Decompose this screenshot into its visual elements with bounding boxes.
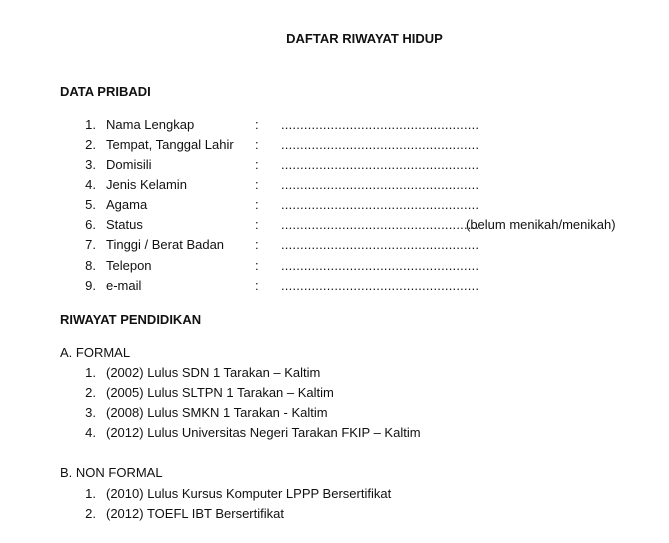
list-item-number: 4. [85,425,96,440]
field-colon: : [255,258,259,273]
field-colon: : [255,177,259,192]
field-label: Domisili [106,157,152,172]
field-colon: : [255,197,259,212]
list-item-number: 1. [85,486,96,501]
field-label: Agama [106,197,148,212]
field-number: 7. [85,237,96,252]
field-number: 1. [85,117,96,132]
section-heading-data-pribadi: DATA PRIBADI [60,84,151,99]
field-label: Tempat, Tanggal Lahir [106,137,234,152]
list-item-text: (2010) Lulus Kursus Komputer LPPP Bersertifikat [106,486,392,501]
field-label: Nama Lengkap [106,117,195,132]
list-item-number: 2. [85,385,96,400]
document-title: DAFTAR RIWAYAT HIDUP [286,31,443,46]
field-blank: .................................................... [281,157,480,172]
field-colon: : [255,237,259,252]
list-item-text: (2008) Lulus SMKN 1 Tarakan - Kaltim [106,405,328,420]
field-blank: .................................................... [281,278,480,293]
list-item-number: 1. [85,365,96,380]
list-item-text: (2005) Lulus SLTPN 1 Tarakan – Kaltim [106,385,334,400]
field-number: 5. [85,197,96,212]
field-number: 2. [85,137,96,152]
field-colon: : [255,278,259,293]
subsection-non-formal: B. NON FORMAL [60,465,163,480]
field-blank: .................................................... [281,117,480,132]
list-item-text: (2002) Lulus SDN 1 Tarakan – Kaltim [106,365,321,380]
field-label: Status [106,217,143,232]
field-label: Tinggi / Berat Badan [106,237,225,252]
status-options-note: (belum menikah/menikah) [466,217,616,232]
field-number: 4. [85,177,96,192]
field-label: e-mail [106,278,142,293]
field-blank: .................................................... [281,258,480,273]
list-item-text: (2012) Lulus Universitas Negeri Tarakan FKIP – Kaltim [106,425,421,440]
field-colon: : [255,217,259,232]
field-blank: .................................................... [281,217,480,232]
list-item-number: 3. [85,405,96,420]
section-heading-riwayat-pendidikan: RIWAYAT PENDIDIKAN [60,312,202,327]
field-label: Telepon [106,258,152,273]
field-colon: : [255,137,259,152]
field-blank: .................................................... [281,237,480,252]
field-blank: .................................................... [281,137,480,152]
list-item-number: 2. [85,506,96,521]
field-label: Jenis Kelamin [106,177,187,192]
field-colon: : [255,117,259,132]
field-blank: .................................................... [281,177,480,192]
subsection-formal: A. FORMAL [60,345,131,360]
list-item-text: (2012) TOEFL IBT Bersertifikat [106,506,284,521]
field-blank: .................................................... [281,197,480,212]
field-number: 3. [85,157,96,172]
field-number: 6. [85,217,96,232]
field-colon: : [255,157,259,172]
field-number: 9. [85,278,96,293]
field-number: 8. [85,258,96,273]
